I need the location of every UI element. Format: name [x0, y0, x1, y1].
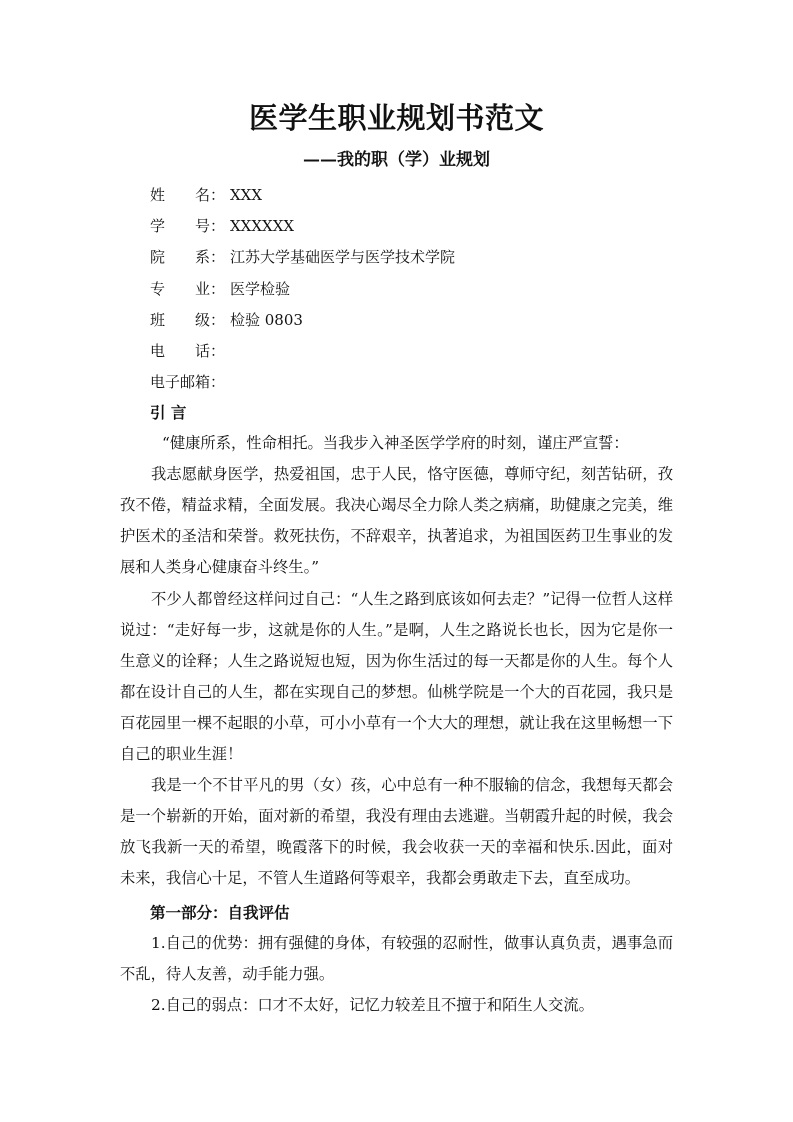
info-value: 检验 0803	[230, 311, 303, 329]
info-row-department	[150, 246, 455, 268]
part1-heading: 第一部分：自我评估	[150, 903, 290, 922]
info-value: XXXXXX	[230, 217, 295, 235]
document-title: 医学生职业规划书范文	[248, 101, 544, 135]
info-row-email	[150, 371, 230, 393]
info-label: 电子邮箱：	[150, 373, 226, 391]
intro-paragraph: “健康所系，性命相托。当我步入神圣医学学府的时刻，谨庄严宣誓：	[162, 434, 629, 452]
intro-paragraph: 我志愿献身医学，热爱祖国，忠于人民，恪守医德，尊师守纪，刻苦钻研，孜孜不倦，精益求精，全面发展。我决心竭尽全力除人类之病痛，助健康之完美，维护医术的圣洁和荣誉。救死扶伤，不辞艰辛，执著追求，为祖国医药卫生事业的发展和人类身心健康奋斗终生。”	[120, 465, 673, 576]
info-label: 院 系：	[150, 248, 226, 266]
intro-heading: 引 言	[150, 403, 187, 422]
info-row-phone	[150, 340, 230, 362]
info-row-class	[150, 309, 303, 331]
info-label: 姓 名：	[150, 186, 226, 204]
intro-paragraph: 不少人都曾经这样问过自己：“人生之路到底该如何去走？”记得一位哲人这样说过：“走好每一步，这就是你的人生。”是啊，人生之路说长也长，因为它是你一生意义的诠释；人生之路说短也短，因为你生活过的每一天都是你的人生。每个人都在设计自己的人生，都在实现自己的梦想。仙桃学院是一个大的百花园，我只是百花园里一棵不起眼的小草，可小小草有一个大大的理想，就让我在这里畅想一下自己的职业生涯！	[120, 590, 673, 763]
info-value: 医学检验	[230, 280, 291, 298]
info-value: 江苏大学基础医学与医学技术学院	[230, 248, 456, 266]
info-label: 学 号：	[150, 217, 226, 235]
document-subtitle: ——我的职（学）业规划	[303, 150, 490, 170]
info-label: 电 话：	[150, 342, 226, 360]
intro-paragraph: 我是一个不甘平凡的男（女）孩，心中总有一种不服输的信念，我想每天都会是一个崭新的开始，面对新的希望，我没有理由去逃避。当朝霞升起的时候，我会放飞我新一天的希望，晚霞落下的时候，我会收获一天的幸福和快乐.因此，面对未来，我信心十足，不管人生道路何等艰辛，我都会勇敢走下去，直至成功。	[120, 776, 673, 887]
info-label: 班 级：	[150, 311, 226, 329]
info-row-major	[150, 278, 290, 300]
info-value: XXX	[230, 186, 263, 204]
info-row-student-id	[150, 215, 294, 237]
part1-item: 2.自己的弱点：口才不太好，记忆力较差且不擅于和陌生人交流。	[151, 996, 594, 1014]
info-label: 专 业：	[150, 280, 226, 298]
part1-item: 1.自己的优势：拥有强健的身体，有较强的忍耐性，做事认真负责，遇事急而不乱，待人友善，动手能力强。	[120, 934, 673, 983]
info-row-name	[150, 184, 262, 206]
